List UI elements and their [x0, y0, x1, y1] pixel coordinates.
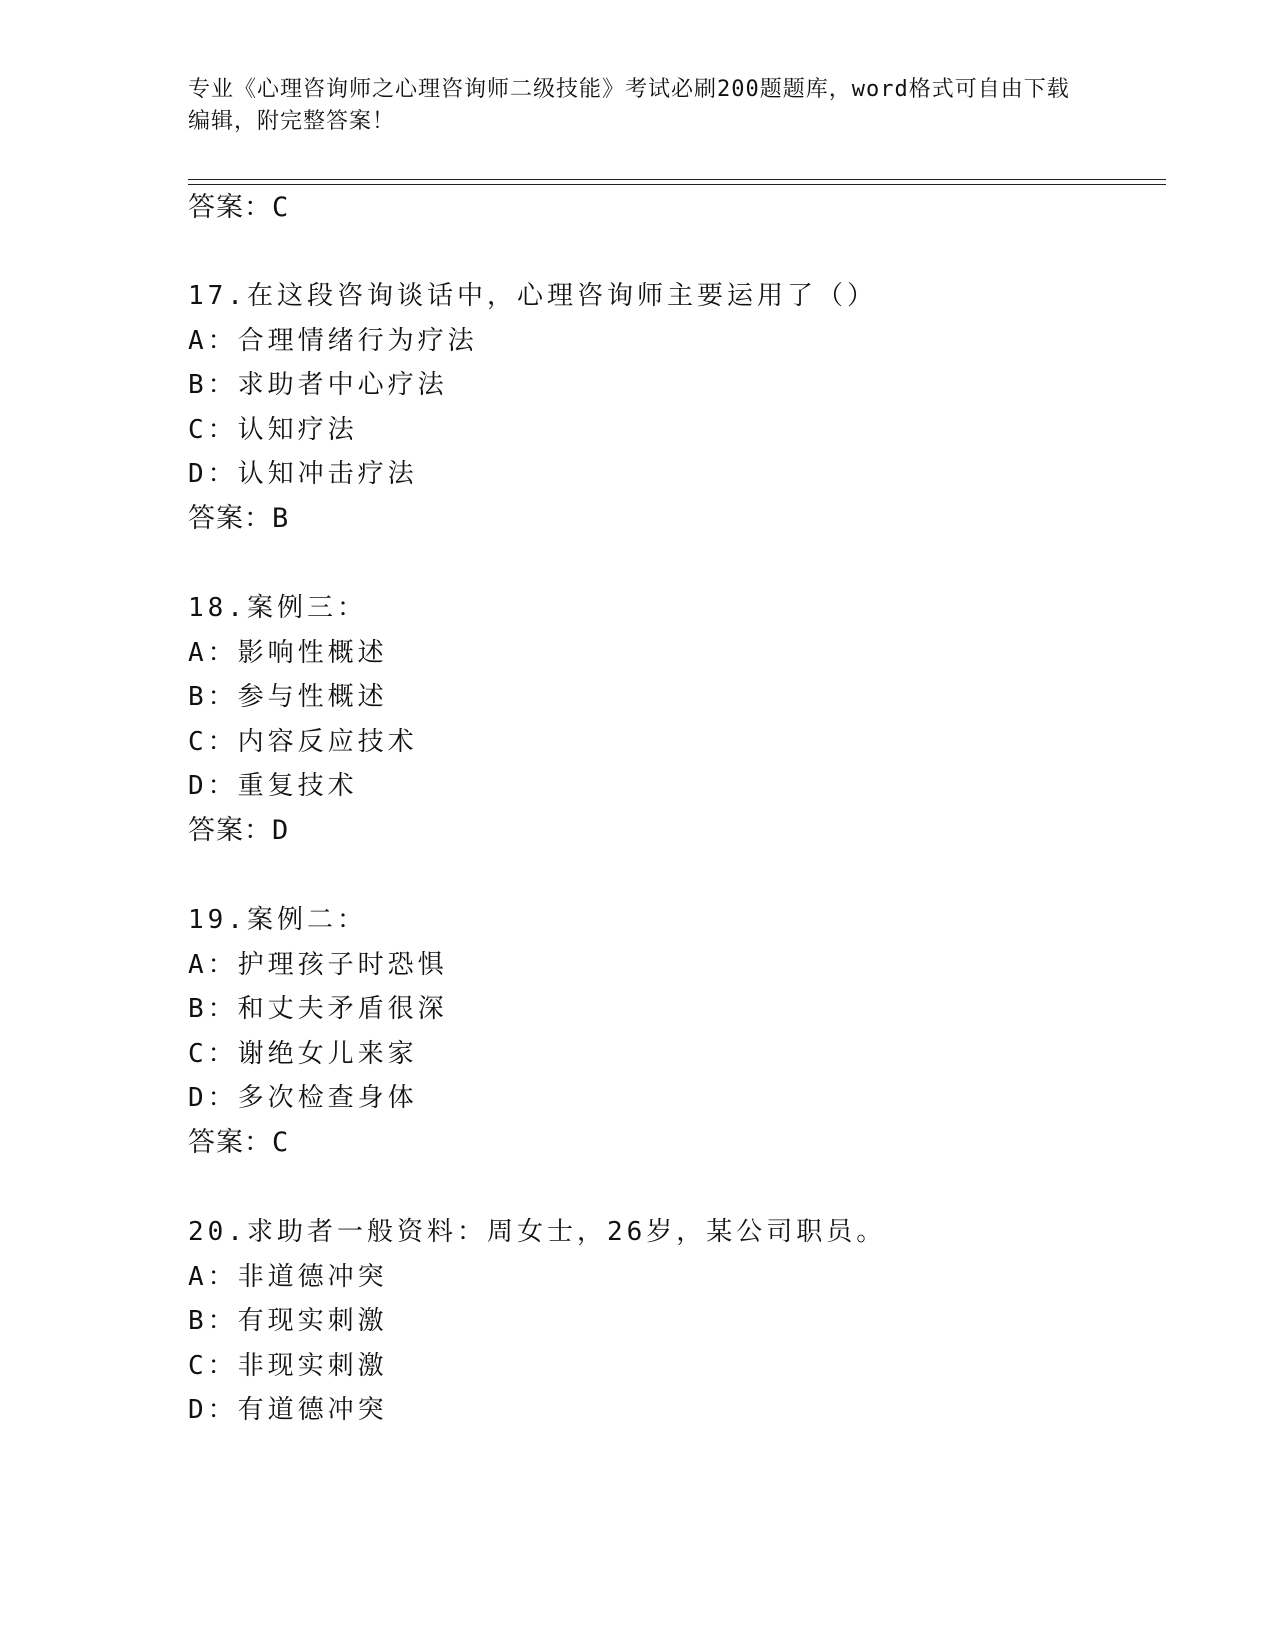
option-b: B：和丈夫矛盾很深 — [188, 994, 448, 1024]
option-d: D：有道德冲突 — [188, 1395, 388, 1425]
option-a: A：非道德冲突 — [188, 1262, 388, 1292]
option-c: C：谢绝女儿来家 — [188, 1039, 418, 1069]
option-a: A：合理情绪行为疗法 — [188, 326, 478, 356]
option-d: D：重复技术 — [188, 771, 358, 801]
option-c: C：内容反应技术 — [188, 727, 418, 757]
option-c: C：认知疗法 — [188, 415, 358, 445]
answer-line: 答案：B — [188, 503, 290, 534]
header-divider-top — [188, 179, 1166, 180]
option-d: D：认知冲击疗法 — [188, 459, 418, 489]
option-a: A：影响性概述 — [188, 638, 388, 668]
option-b: B：有现实刺激 — [188, 1306, 388, 1336]
answer-line: 答案：D — [188, 815, 290, 846]
question-stem: 18.案例三： — [188, 593, 367, 623]
header-divider-bottom — [188, 184, 1166, 185]
question-stem: 20.求助者一般资料：周女士，26岁，某公司职员。 — [188, 1217, 887, 1247]
question-stem: 17.在这段咨询谈话中，心理咨询师主要运用了（） — [188, 281, 877, 311]
document-header: 专业《心理咨询师之心理咨询师二级技能》考试必刷200题题库，word格式可自由下载编辑，附完整答案！ — [188, 77, 1070, 134]
answer-line: 答案：C — [188, 192, 290, 223]
option-c: C：非现实刺激 — [188, 1351, 388, 1381]
option-d: D：多次检查身体 — [188, 1083, 418, 1113]
answer-line: 答案：C — [188, 1127, 290, 1158]
question-stem: 19.案例二： — [188, 905, 367, 935]
option-a: A：护理孩子时恐惧 — [188, 950, 448, 980]
option-b: B：参与性概述 — [188, 682, 388, 712]
option-b: B：求助者中心疗法 — [188, 370, 448, 400]
